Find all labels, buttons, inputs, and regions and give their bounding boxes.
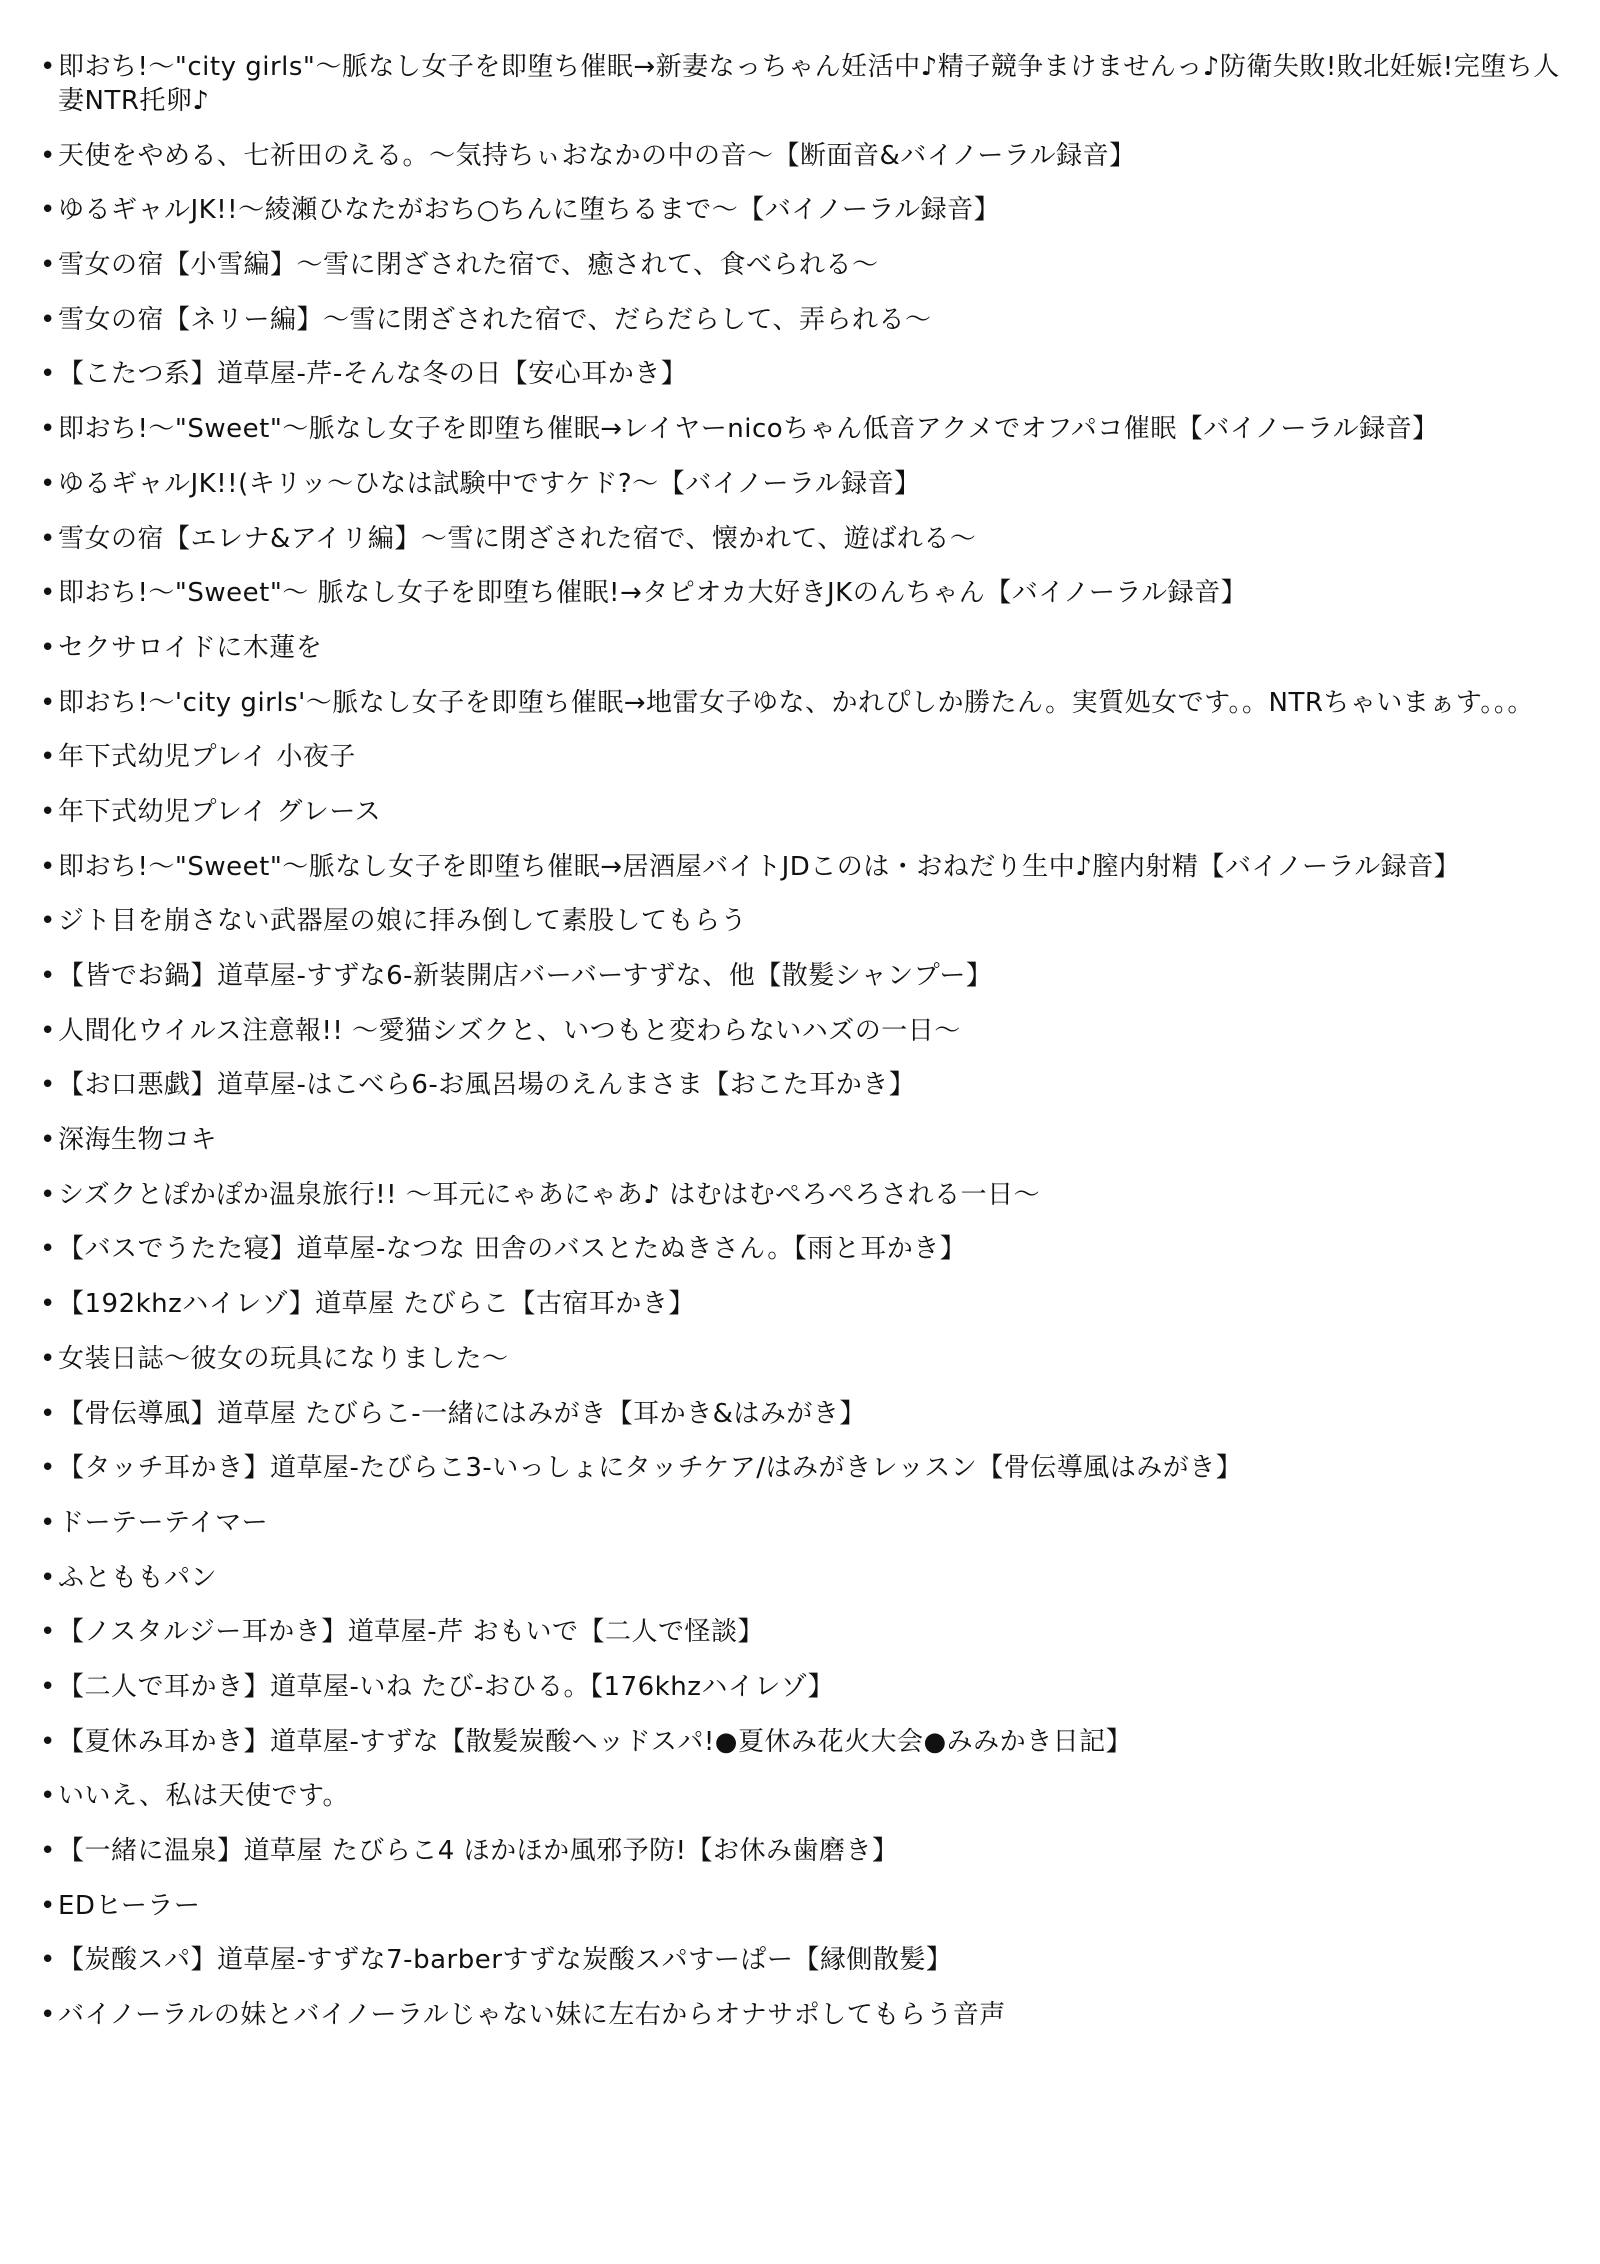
work-title-list: [40, 50, 1565, 2053]
list-item-text: 【タッチ耳かき】道草屋-たびらこ3-いっしょにタッチケア/はみがきレッスン【骨伝導風はみがき】: [58, 1453, 1243, 1484]
bullet-icon: •: [40, 523, 56, 554]
list-item-text: 天使をやめる、七祈田のえる。〜気持ちぃおなかの中の音〜【断面音&バイノーラル録音】: [58, 140, 1136, 171]
bullet-icon: •: [40, 52, 56, 82]
list-item-text: 【二人で耳かき】道草屋-いね たび-おひる。【176khzハイレゾ】: [58, 1671, 835, 1702]
list-item: [40, 1232, 1565, 1266]
bullet-icon: •: [40, 1289, 56, 1320]
bullet-icon: •: [40, 1015, 56, 1046]
list-item-text: 即おち!〜"Sweet"〜脈なし女子を即堕ち催眠→居酒屋バイトJDこのは・おねだり生中♪膣内射精【バイノーラル録音】: [58, 851, 1461, 882]
list-item: [40, 139, 1565, 173]
list-item-text: EDヒーラー: [58, 1890, 201, 1921]
bullet-icon: •: [40, 1070, 56, 1101]
list-item-text: 【バスでうたた寝】道草屋-なつな 田舎のバスとたぬきさん。【雨と耳かき】: [58, 1234, 967, 1265]
list-item-text: 【皆でお鍋】道草屋-すずな6-新装開店バーバーすずな、他【散髪シャンプー】: [58, 961, 993, 991]
bullet-icon: •: [40, 1945, 56, 1976]
list-item: [40, 303, 1565, 337]
list-item: [40, 959, 1565, 993]
bullet-icon: •: [40, 687, 56, 718]
list-item: [40, 193, 1565, 227]
list-item-text: 人間化ウイルス注意報!! 〜愛猫シズクと、いつもと変わらないハズの一日〜: [58, 1015, 961, 1046]
bullet-icon: •: [40, 1671, 56, 1702]
bullet-icon: •: [40, 250, 56, 281]
list-item-text: ゆるギャルJK!!〜綾瀬ひなたがおち○ちんに堕ちるまで〜【バイノーラル録音】: [58, 195, 1001, 226]
list-item: [40, 631, 1565, 665]
bullet-icon: •: [40, 1617, 56, 1648]
list-item: [40, 1342, 1565, 1376]
bullet-icon: •: [40, 961, 56, 991]
list-item: [40, 1779, 1565, 1813]
list-item: [40, 904, 1565, 938]
bullet-icon: •: [40, 851, 56, 882]
list-item: [40, 1615, 1565, 1649]
list-item-text: 女装日誌〜彼女の玩具になりました〜: [58, 1343, 509, 1374]
bullet-icon: •: [40, 359, 56, 390]
list-item: [40, 1725, 1565, 1759]
bullet-icon: •: [40, 1726, 56, 1757]
bullet-icon: •: [40, 1398, 56, 1429]
list-item-text: 深海生物コキ: [58, 1125, 218, 1156]
list-item: [40, 576, 1565, 610]
bullet-icon: •: [40, 578, 56, 609]
list-item: [40, 1998, 1565, 2032]
list-item-text: 【炭酸スパ】道草屋-すずな7-barberすずな炭酸スパすーぱー【縁側散髪】: [58, 1945, 953, 1976]
list-item-text: 【ノスタルジー耳かき】道草屋-芹 おもいで【二人で怪談】: [58, 1617, 764, 1648]
bullet-icon: •: [40, 140, 56, 171]
list-item-text: シズクとぽかぽか温泉旅行!! 〜耳元にゃあにゃあ♪ はむはむぺろぺろされる一日〜: [58, 1179, 1041, 1210]
list-item: [40, 740, 1565, 774]
list-item: [40, 1397, 1565, 1431]
list-item-text: 即おち!〜"city girls"〜脈なし女子を即堕ち催眠→新妻なっちゃん妊活中♪精子競争まけませんっ♪防衛失敗!敗北妊娠!完堕ち人妻NTR托卵♪: [58, 52, 1560, 116]
list-item-text: 即おち!〜"Sweet"〜 脈なし女子を即堕ち催眠!→タピオカ大好きJKのんちゃん【バイノーラル録音】: [58, 578, 1248, 609]
list-item: [40, 1561, 1565, 1595]
bullet-icon: •: [40, 632, 56, 663]
bullet-icon: •: [40, 1781, 56, 1812]
list-item: [40, 1451, 1565, 1485]
list-item: [40, 1014, 1565, 1048]
list-item-text: 【一緒に温泉】道草屋 たびらこ4 ほかほか風邪予防!【お休み歯磨き】: [58, 1836, 899, 1866]
bullet-icon: •: [40, 796, 56, 827]
list-item-text: セクサロイドに木蓮を: [58, 632, 323, 663]
list-item-text: 雪女の宿【小雪編】〜雪に閉ざされた宿で、癒されて、食べられる〜: [58, 250, 879, 281]
list-item: [40, 1178, 1565, 1212]
list-item-text: 年下式幼児プレイ 小夜子: [58, 742, 356, 773]
list-item: [40, 850, 1565, 884]
list-item: [40, 795, 1565, 829]
list-item-text: いいえ、私は天使です。: [58, 1781, 349, 1812]
list-item-text: 即おち!〜"Sweet"〜脈なし女子を即堕ち催眠→レイヤーnicoちゃん低音アクメでオフパコ催眠【バイノーラル録音】: [58, 414, 1439, 445]
list-item-text: ジト目を崩さない武器屋の娘に拝み倒して素股してもらう: [58, 906, 748, 937]
list-item: [40, 357, 1565, 391]
list-item: [40, 1943, 1565, 1977]
bullet-icon: •: [40, 1453, 56, 1484]
list-item: [40, 1506, 1565, 1540]
list-item-text: 【骨伝導風】道草屋 たびらこ-一緒にはみがき【耳かき&はみがき】: [58, 1398, 866, 1429]
list-item: [40, 1889, 1565, 1923]
list-item-text: ゆるギャルJK!!(キリッ〜ひなは試験中ですケド?〜【バイノーラル録音】: [58, 468, 921, 499]
list-item: [40, 1287, 1565, 1321]
list-item-text: 雪女の宿【エレナ&アイリ編】〜雪に閉ざされた宿で、懐かれて、遊ばれる〜: [58, 523, 977, 554]
list-item-text: ふとももパン: [58, 1562, 218, 1593]
list-item: [40, 686, 1565, 720]
list-item: [40, 50, 1565, 118]
bullet-icon: •: [40, 1562, 56, 1593]
bullet-icon: •: [40, 414, 56, 445]
list-item: [40, 1068, 1565, 1102]
list-item: [40, 1834, 1565, 1868]
bullet-icon: •: [40, 1507, 56, 1538]
list-item-text: 【お口悪戯】道草屋-はこべら6-お風呂場のえんまさま【おこた耳かき】: [58, 1070, 916, 1101]
bullet-icon: •: [40, 906, 56, 937]
list-item: [40, 1670, 1565, 1704]
list-item: [40, 412, 1565, 446]
list-item-text: ドーテーテイマー: [58, 1507, 269, 1538]
list-item-text: 即おち!〜'city girls'〜脈なし女子を即堕ち催眠→地雷女子ゆな、かれぴしか勝たん。実質処女です。。NTRちゃいまぁす。。。: [58, 687, 1534, 718]
bullet-icon: •: [40, 1234, 56, 1265]
list-item: [40, 248, 1565, 282]
bullet-icon: •: [40, 304, 56, 335]
list-item-text: 【夏休み耳かき】道草屋-すずな【散髪炭酸ヘッドスパ!●夏休み花火大会●みみかき日記】: [58, 1726, 1133, 1757]
list-item-text: 【こたつ系】道草屋-芹-そんな冬の日【安心耳かき】: [58, 359, 688, 390]
list-item: [40, 1123, 1565, 1157]
list-item: [40, 467, 1565, 501]
bullet-icon: •: [40, 2000, 56, 2031]
bullet-icon: •: [40, 1125, 56, 1156]
bullet-icon: •: [40, 1890, 56, 1921]
bullet-icon: •: [40, 742, 56, 773]
list-item-text: 【192khzハイレゾ】道草屋 たびらこ【古宿耳かき】: [58, 1289, 695, 1320]
bullet-icon: •: [40, 1179, 56, 1210]
list-item-text: 雪女の宿【ネリー編】〜雪に閉ざされた宿で、だらだらして、弄られる〜: [58, 304, 932, 335]
list-item-text: バイノーラルの妹とバイノーラルじゃない妹に左右からオナサポしてもらう音声: [58, 2000, 1006, 2031]
bullet-icon: •: [40, 195, 56, 226]
list-item: [40, 522, 1565, 556]
bullet-icon: •: [40, 1343, 56, 1374]
bullet-icon: •: [40, 468, 56, 499]
bullet-icon: •: [40, 1836, 56, 1866]
list-item-text: 年下式幼児プレイ グレース: [58, 796, 382, 827]
